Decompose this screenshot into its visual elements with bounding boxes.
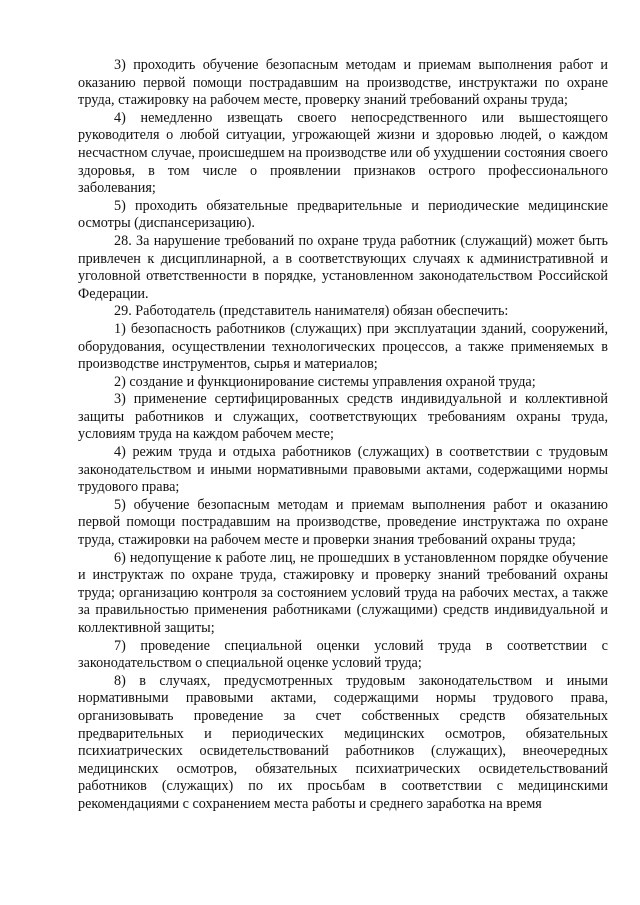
- paragraph-employer-item-3: 3) применение сертифицированных средств индивидуальной и коллективной защиты работников и служащих, соответствующих требованиям охраны труда, условиям труда на каждом рабочем месте;: [78, 391, 608, 443]
- paragraph-item-3-training: 3) проходить обучение безопасным методам и приемам выполнения работ и оказанию первой помощи пострадавшим на производстве, инструктажи по охране труда, стажировку на рабочем месте, проверку знаний требований охраны труда;: [78, 57, 608, 109]
- paragraph-clause-29: 29. Работодатель (представитель нанимателя) обязан обеспечить:: [114, 303, 509, 320]
- paragraph-employer-item-5: 5) обучение безопасным методам и приемам выполнения работ и оказанию первой помощи пострадавшим на производстве, проведение инструктажа по охране труда, стажировки на рабочем месте и проверки знания требований охраны труда;: [78, 496, 608, 549]
- paragraph-employer-item-2: 2) создание и функционирование системы управления охраной труда;: [114, 373, 536, 390]
- paragraph-item-5-medical: 5) проходить обязательные предварительные и периодические медицинские осмотры (диспансеризацию).: [78, 197, 608, 232]
- paragraph-employer-item-8: 8) в случаях, предусмотренных трудовым законодательством и иными нормативными правовыми актами, содержащими нормы трудового права, организовывать проведение за счет собственных средств обязательных предварительных и периодических медицинских осмотров, обязательных психиатрических освидетельствований работников (служащих), внеочередных медицинских осмотров, обязательных психиатрических освидетельствований работников (служащих) по их просьбам в соответствии с медицинскими рекомендациями с сохранением места работы и среднего заработка на время: [78, 672, 608, 812]
- paragraph-employer-item-1: 1) безопасность работников (служащих) при эксплуатации зданий, сооружений, оборудования, осуществлении технологических процессов, а также применяемых в производстве инструментов, сырья и материалов;: [78, 320, 608, 373]
- paragraph-clause-28: 28. За нарушение требований по охране труда работник (служащий) может быть привлечен к дисциплинарной, а в соответствующих случаях к административной и уголовной ответственности в порядке, установленном законодательством Российской Федерации.: [78, 232, 608, 302]
- document-page: [78, 57, 608, 814]
- paragraph-item-4-notify: 4) немедленно извещать своего непосредственного или вышестоящего руководителя о любой ситуации, угрожающей жизни и здоровью людей, о каждом несчастном случае, происшедшем на производстве или об ухудшении состояния своего здоровья, в том числе о проявлении признаков острого профессионального заболевания;: [78, 109, 608, 197]
- paragraph-employer-item-4: 4) режим труда и отдыха работников (служащих) в соответствии с трудовым законодательством и иными нормативными правовыми актами, содержащими нормы трудового права;: [78, 444, 608, 496]
- paragraph-employer-item-7: 7) проведение специальной оценки условий труда в соответствии с законодательством о специальной оценке условий труда;: [78, 637, 608, 672]
- paragraph-employer-item-6: 6) недопущение к работе лиц, не прошедших в установленном порядке обучение и инструктаж по охране труда, стажировку и проверку знаний требований охраны труда; организацию контроля за состоянием условий труда на рабочих местах, а также за правильностью применения работниками (служащими) средств индивидуальной и коллективной защиты;: [78, 549, 608, 636]
